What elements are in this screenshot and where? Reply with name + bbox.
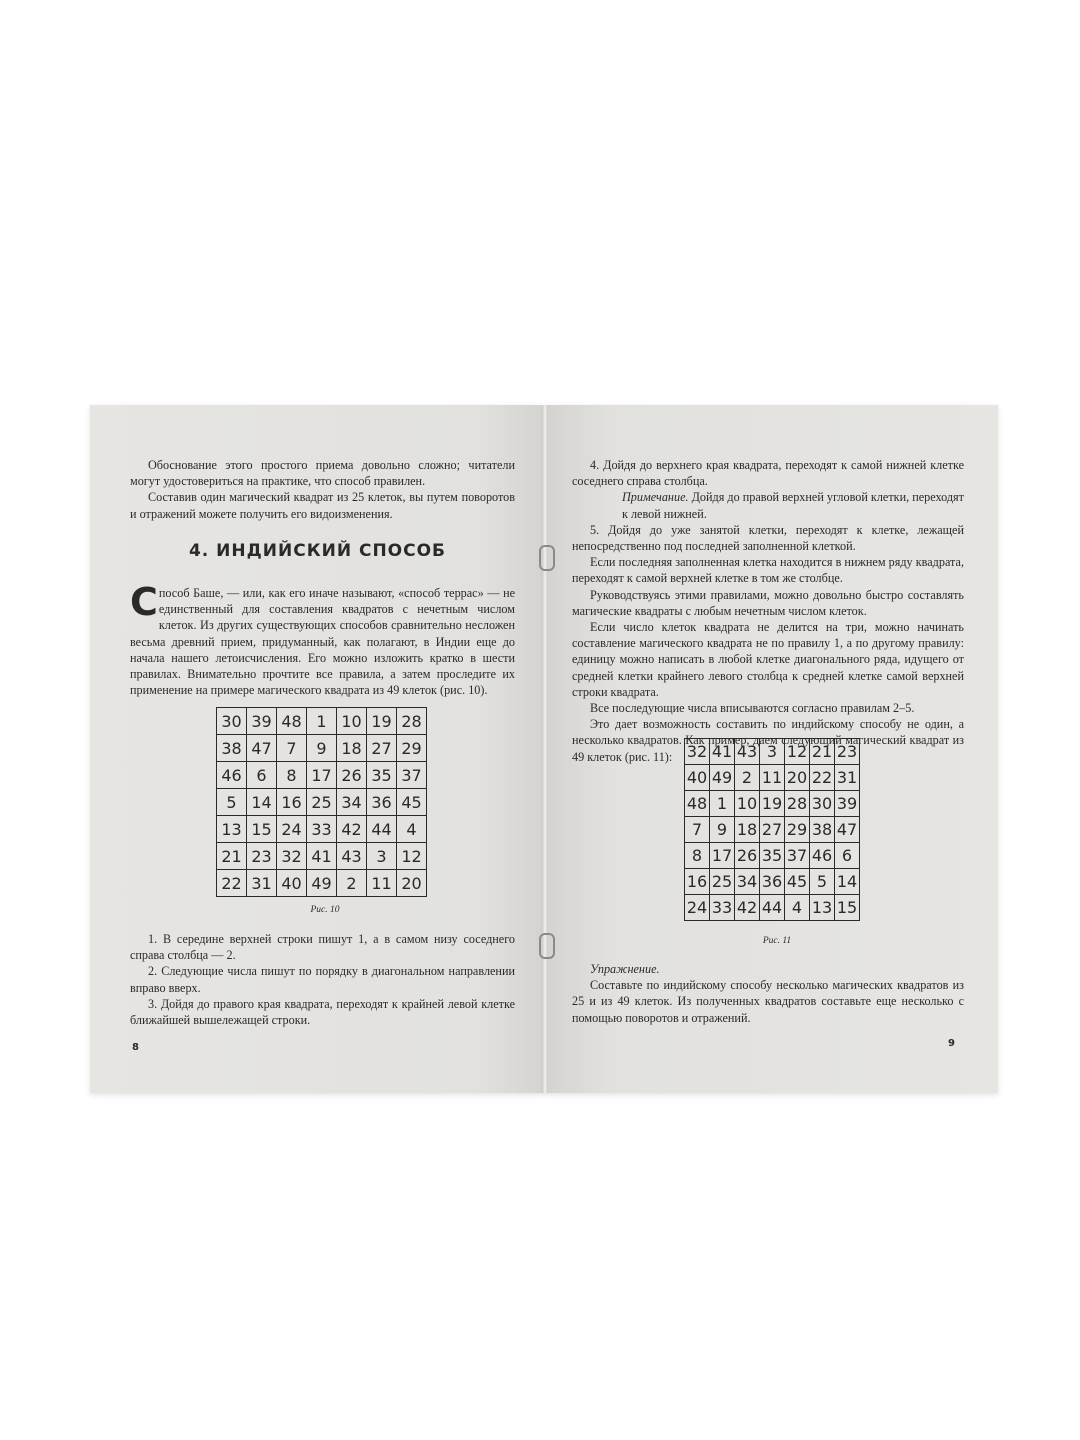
grid-cell: 14 (247, 789, 277, 816)
grid-cell: 31 (835, 765, 860, 791)
grid-cell: 29 (397, 735, 427, 762)
rule-item: 1. В середине верхней строки пишут 1, а в самом низу соседнего справа столбца — 2. (130, 932, 515, 963)
grid-cell: 27 (760, 817, 785, 843)
grid-cell: 27 (367, 735, 397, 762)
grid-cell: 32 (685, 739, 710, 765)
grid-row (217, 843, 427, 870)
grid-cell: 35 (367, 762, 397, 789)
grid-cell: 23 (835, 739, 860, 765)
grid-cell: 42 (337, 816, 367, 843)
grid-row (685, 817, 860, 843)
grid-cell: 41 (710, 739, 735, 765)
rules-list (130, 931, 515, 1028)
grid-cell: 42 (735, 895, 760, 921)
grid-cell: 34 (735, 869, 760, 895)
grid-cell: 20 (397, 870, 427, 897)
grid-cell: 12 (785, 739, 810, 765)
grid-cell: 16 (685, 869, 710, 895)
grid-cell: 6 (247, 762, 277, 789)
grid-row (685, 869, 860, 895)
grid-row (217, 816, 427, 843)
grid-cell: 31 (247, 870, 277, 897)
grid-cell: 30 (810, 791, 835, 817)
grid-cell: 41 (307, 843, 337, 870)
grid-cell: 17 (307, 762, 337, 789)
grid-cell: 2 (735, 765, 760, 791)
grid-cell: 11 (760, 765, 785, 791)
grid-row (217, 708, 427, 735)
exercise (572, 961, 964, 1026)
rule-item: 4. Дойдя до верхнего края квадрата, переходят к самой нижней клетке соседнего справа столбца. (572, 458, 964, 489)
grid-cell: 10 (735, 791, 760, 817)
grid-cell: 4 (397, 816, 427, 843)
grid-row (217, 735, 427, 762)
note (572, 489, 964, 521)
grid-cell: 33 (307, 816, 337, 843)
grid-cell: 18 (337, 735, 367, 762)
rule-item: 3. Дойдя до правого края квадрата, переходят к крайней левой клетке ближайшей вышележащей строки. (130, 996, 515, 1028)
grid-cell: 43 (337, 843, 367, 870)
left-page (90, 405, 545, 1093)
grid-cell: 25 (710, 869, 735, 895)
grid-cell: 1 (307, 708, 337, 735)
grid-cell: 5 (217, 789, 247, 816)
grid-cell: 18 (735, 817, 760, 843)
grid-cell: 47 (247, 735, 277, 762)
grid-cell: 39 (247, 708, 277, 735)
grid-cell: 3 (367, 843, 397, 870)
section-body (130, 580, 515, 698)
grid-cell: 19 (760, 791, 785, 817)
note-text: Дойдя до правой верхней угловой клетки, переходят к левой нижней. (622, 490, 964, 521)
rule-item: 5. Дойдя до уже занятой клетки, переходят к клетке, лежащей непосредственно под последней заполненной клеткой. (572, 522, 964, 554)
grid-row (217, 870, 427, 897)
grid-cell: 26 (735, 843, 760, 869)
grid-cell: 48 (277, 708, 307, 735)
intro-paragraph: Обоснование этого простого приема довольно сложно; читатели могут удостовериться на практике, что способ правилен. (130, 458, 515, 489)
grid-cell: 24 (685, 895, 710, 921)
grid-row (685, 895, 860, 921)
book-spine (542, 405, 548, 1093)
grid-cell: 26 (337, 762, 367, 789)
grid-cell: 45 (785, 869, 810, 895)
grid-cell: 36 (760, 869, 785, 895)
paragraph: Это дает возможность составить по индийскому способу не один, а несколько квадратов. Как пример, даем следующий магический квадрат из 49 клеток (рис. 11): (572, 717, 964, 764)
grid-cell: 49 (710, 765, 735, 791)
paragraph: Если последняя заполненная клетка находится в нижнем ряду квадрата, переходят к самой верхней клетке в том же столбце. (572, 555, 964, 586)
staple (539, 933, 555, 959)
paragraph: Все последующие числа вписываются согласно правилам 2–5. (590, 701, 915, 716)
drop-cap: С (130, 580, 158, 624)
grid-cell: 37 (397, 762, 427, 789)
grid-cell: 5 (810, 869, 835, 895)
grid-cell: 21 (217, 843, 247, 870)
grid-cell: 28 (785, 791, 810, 817)
grid-cell: 15 (835, 895, 860, 921)
note-label: Примечание. (622, 490, 689, 505)
intro-text (130, 457, 515, 522)
grid-cell: 43 (735, 739, 760, 765)
grid-cell: 17 (710, 843, 735, 869)
grid-cell: 22 (810, 765, 835, 791)
grid-row (685, 765, 860, 791)
grid-cell: 7 (277, 735, 307, 762)
magic-square-fig11 (684, 738, 860, 921)
grid-cell: 10 (337, 708, 367, 735)
grid-row (685, 843, 860, 869)
grid-cell: 40 (277, 870, 307, 897)
rules-continued (572, 457, 964, 765)
grid-cell: 14 (835, 869, 860, 895)
grid-row (685, 739, 860, 765)
grid-cell: 15 (247, 816, 277, 843)
grid-cell: 9 (710, 817, 735, 843)
grid-cell: 8 (277, 762, 307, 789)
grid-cell: 47 (835, 817, 860, 843)
grid-cell: 8 (685, 843, 710, 869)
paragraph: Если число клеток квадрата не делится на три, можно начинать составление магического квадрата не по правилу 1, а по другому правилу: единицу можно написать в любой клетке диагонального ряда, идущего от средней клетки крайнего левого столбца к средней клетке самой верхней строки квадрата. (572, 620, 964, 699)
grid-cell: 29 (785, 817, 810, 843)
page-number: 8 (132, 1042, 139, 1053)
grid-cell: 23 (247, 843, 277, 870)
grid-cell: 1 (710, 791, 735, 817)
grid-cell: 24 (277, 816, 307, 843)
grid-cell: 30 (217, 708, 247, 735)
grid-row (217, 762, 427, 789)
figure-caption: Рис. 11 (762, 936, 792, 946)
grid-cell: 20 (785, 765, 810, 791)
paragraph: Руководствуясь этими правилами, можно довольно быстро составлять магические квадраты с любым нечетным числом клеток. (572, 587, 964, 618)
grid-cell: 49 (307, 870, 337, 897)
grid-cell: 38 (810, 817, 835, 843)
grid-cell: 40 (685, 765, 710, 791)
section-heading: 4. ИНДИЙСКИЙ СПОСОБ (188, 541, 447, 561)
grid-row (685, 791, 860, 817)
grid-cell: 33 (710, 895, 735, 921)
grid-cell: 4 (785, 895, 810, 921)
grid-cell: 44 (760, 895, 785, 921)
grid-cell: 28 (397, 708, 427, 735)
figure-caption: Рис. 10 (310, 905, 340, 915)
grid-cell: 13 (217, 816, 247, 843)
grid-cell: 2 (337, 870, 367, 897)
grid-cell: 46 (810, 843, 835, 869)
grid-cell: 37 (785, 843, 810, 869)
grid-cell: 45 (397, 789, 427, 816)
grid-cell: 35 (760, 843, 785, 869)
exercise-text: Составьте по индийскому способу несколько магических квадратов из 25 и из 49 клеток. Из полученных квадратов составьте еще несколько с помощью поворотов и отражений. (572, 978, 964, 1025)
grid-cell: 32 (277, 843, 307, 870)
grid-cell: 9 (307, 735, 337, 762)
page-number: 9 (948, 1038, 955, 1049)
grid-cell: 12 (397, 843, 427, 870)
grid-cell: 34 (337, 789, 367, 816)
grid-cell: 39 (835, 791, 860, 817)
grid-cell: 19 (367, 708, 397, 735)
grid-cell: 7 (685, 817, 710, 843)
grid-cell: 3 (760, 739, 785, 765)
grid-cell: 16 (277, 789, 307, 816)
grid-cell: 36 (367, 789, 397, 816)
right-page (545, 405, 998, 1093)
rule-item: 2. Следующие числа пишут по порядку в диагональном направлении вправо вверх. (130, 964, 515, 995)
grid-row (217, 789, 427, 816)
grid-cell: 21 (810, 739, 835, 765)
grid-cell: 48 (685, 791, 710, 817)
magic-square-fig10 (216, 707, 427, 897)
body-text: пособ Баше, — или, как его иначе называют, «способ террас» — не единственный для составления квадратов с нечетным числом клеток. Из других существующих способов сравнительно несложен весьма древний прием, придуманный, как полагают, в Индии еще до начала нашего летоисчисления. Его можно изложить кратко в шести правилах. Внимательно прочтите все правила, а затем проследите их применение на примере магического квадрата из 49 клеток (рис. 10). (130, 586, 515, 698)
intro-paragraph: Составив один магический квадрат из 25 клеток, вы путем поворотов и отражений можете получить его видоизменения. (130, 490, 515, 521)
staple (539, 545, 555, 571)
grid-cell: 11 (367, 870, 397, 897)
grid-cell: 38 (217, 735, 247, 762)
grid-cell: 46 (217, 762, 247, 789)
open-booklet (90, 405, 998, 1095)
exercise-label: Упражнение. (590, 962, 660, 976)
grid-cell: 6 (835, 843, 860, 869)
grid-cell: 22 (217, 870, 247, 897)
grid-cell: 44 (367, 816, 397, 843)
grid-cell: 25 (307, 789, 337, 816)
grid-cell: 13 (810, 895, 835, 921)
